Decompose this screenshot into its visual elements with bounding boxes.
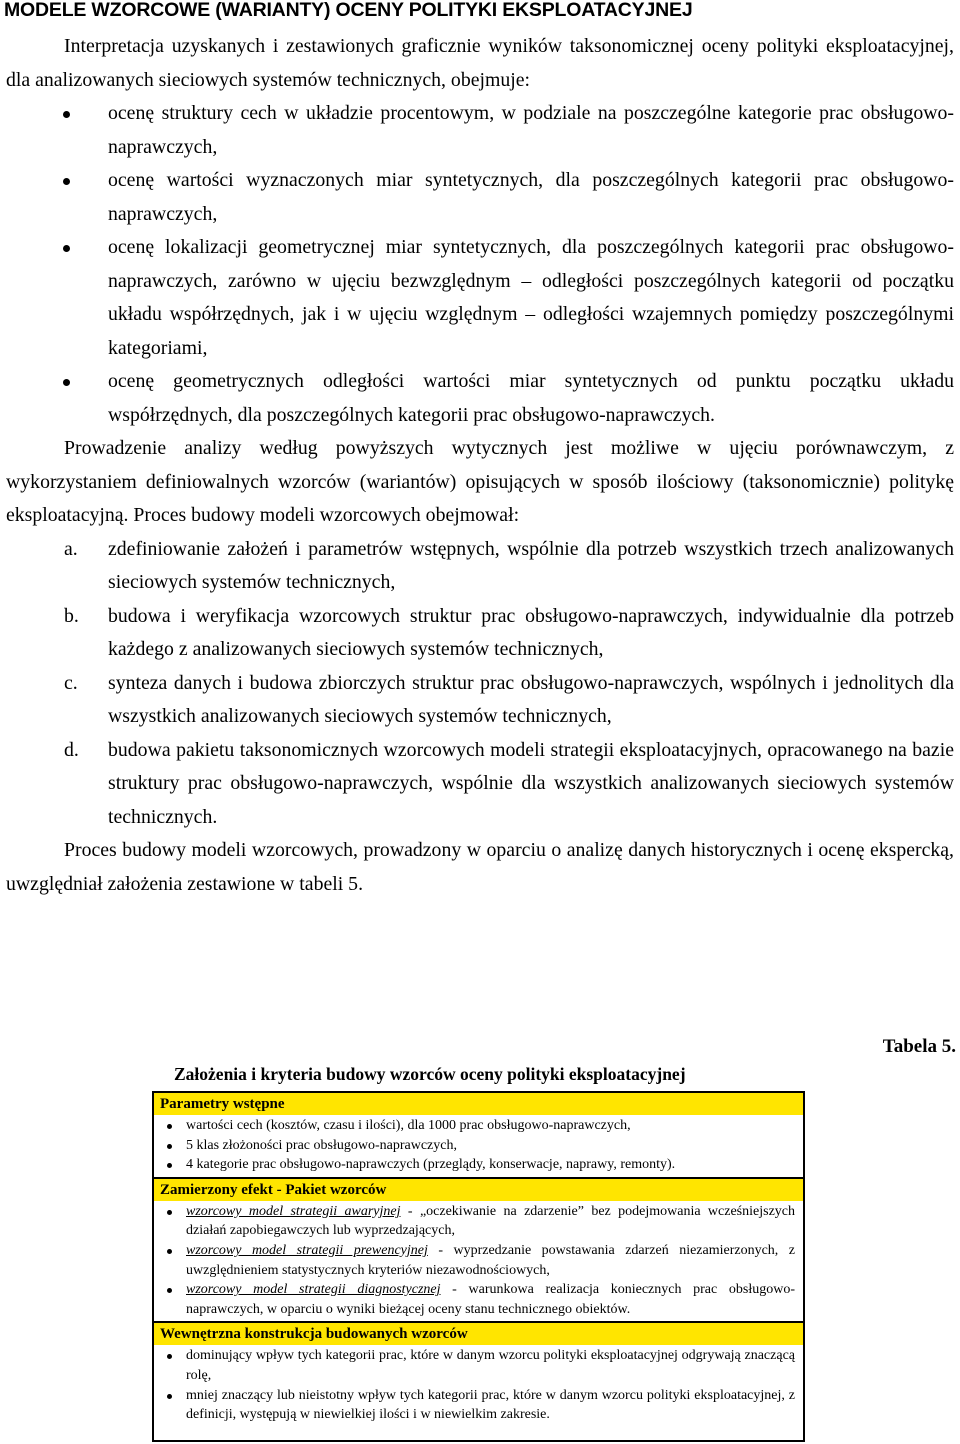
step-item: b. budowa i weryfikacja wzorcowych struktur prac obsługowo-naprawczych, indywidualnie dla potrzeb każdego z analizowanych sieciowych systemów technicznych, bbox=[6, 600, 954, 667]
table-item: 5 klas złożoności prac obsługowo-naprawczych, bbox=[162, 1136, 795, 1156]
step-marker: c. bbox=[64, 671, 78, 694]
step-item: d. budowa pakietu taksonomicznych wzorcowych modeli strategii eksploatacyjnych, opracowanego na bazie struktury prac obsługowo-naprawczych, wspólnie dla wszystkich analizowanych sieciowych systemów technicznych. bbox=[6, 734, 954, 835]
table-item: wzorcowy model strategii diagnostycznej - warunkowa realizacja koniecznych prac obsługowo-naprawczych, w oparciu o wyniki bieżącej oceny stanu technicznego obiektów. bbox=[162, 1280, 795, 1319]
bullet-icon bbox=[63, 111, 70, 118]
intro-paragraph: Interpretacja uzyskanych i zestawionych graficznie wyników taksonomicznej oceny polityki eksploatacyjnej, dla analizowanych sieciowych systemów technicznych, obejmuje: bbox=[6, 35, 954, 91]
section-heading: Parametry wstępne bbox=[154, 1093, 803, 1115]
table-item: 4 kategorie prac obsługowo-naprawczych (przeglądy, konserwacje, naprawy, remonty). bbox=[162, 1155, 795, 1175]
section-heading: Zamierzony efekt - Pakiet wzorców bbox=[154, 1177, 803, 1201]
step-marker: b. bbox=[64, 604, 79, 627]
step-marker: d. bbox=[64, 738, 79, 761]
list-item: ocenę geometrycznych odległości wartości miar syntetycznych od punktu początku układu współrzędnych, dla poszczególnych kategorii prac obsługowo-naprawczych. bbox=[6, 365, 954, 432]
list-item: ocenę struktury cech w układzie procentowym, w podziale na poszczególne kategorie prac obsługowo-naprawczych, bbox=[6, 97, 954, 164]
table-item: wzorcowy model strategii prewencyjnej - wyprzedzanie powstawania zdarzeń niezamierzonych, z uwzględnieniem statystycznych kryteriów niezawodnościowych, bbox=[162, 1241, 795, 1280]
model-name: wzorcowy model strategii diagnostycznej bbox=[186, 1282, 441, 1298]
table-item: wartości cech (kosztów, czasu i ilości), dla 1000 prac obsługowo-naprawczych, bbox=[162, 1116, 795, 1136]
bullet-icon bbox=[167, 1394, 172, 1399]
step-item: c. synteza danych i budowa zbiorczych struktur prac obsługowo-naprawczych, wspólnych i jednolitych dla wszystkich analizowanych sieciowych systemów technicznych, bbox=[6, 667, 954, 734]
table-item: dominujący wpływ tych kategorii prac, które w danym wzorcu polityki eksploatacyjnej odgrywają znaczącą rolę, bbox=[162, 1346, 795, 1385]
section-body bbox=[154, 1345, 803, 1426]
table-label: Tabela 5. bbox=[882, 1036, 956, 1057]
model-name: wzorcowy model strategii awaryjnej bbox=[186, 1203, 401, 1219]
list-item: ocenę wartości wyznaczonych miar syntetycznych, dla poszczególnych kategorii prac obsługowo-naprawczych, bbox=[6, 164, 954, 231]
bullet-icon bbox=[167, 1144, 172, 1149]
bullet-icon bbox=[167, 1288, 172, 1293]
bullet-icon bbox=[167, 1210, 172, 1215]
table-item: wzorcowy model strategii awaryjnej - „oczekiwanie na zdarzenie” bez podejmowania wcześniejszych działań zapobiegawczych lub wyprzedzających, bbox=[162, 1202, 795, 1241]
closing-paragraph: Proces budowy modeli wzorcowych, prowadzony w oparciu o analizę danych historycznych i ocenę ekspercką, uwzględniał założenia zestawione w tabeli 5. bbox=[6, 839, 954, 895]
steps-list bbox=[6, 533, 954, 835]
model-name: wzorcowy model strategii prewencyjnej bbox=[186, 1242, 428, 1258]
bullet-icon bbox=[63, 379, 70, 386]
analysis-paragraph: Prowadzenie analizy według powyższych wytycznych jest możliwe w ujęciu porównawczym, z wykorzystaniem definiowalnych wzorców (wariantów) opisujących w sposób ilościowy (taksonomicznie) politykę eksploatacyjną. Proces budowy modeli wzorcowych obejmował: bbox=[6, 437, 954, 526]
body-text bbox=[6, 30, 954, 901]
criteria-table bbox=[152, 1091, 805, 1442]
bullet-icon bbox=[167, 1249, 172, 1254]
bullet-icon bbox=[167, 1354, 172, 1359]
bullet-icon bbox=[167, 1124, 172, 1129]
section-heading: Wewnętrzna konstrukcja budowanych wzorców bbox=[154, 1321, 803, 1345]
page-title: MODELE WZORCOWE (WARIANTY) OCENY POLITYKI EKSPLOATACYJNEJ bbox=[4, 0, 693, 21]
bullet-icon bbox=[63, 178, 70, 185]
table-item: mniej znaczący lub nieistotny wpływ tych kategorii prac, które w danym wzorcu polityki eksploatacyjnej, z definicji, występują w niewielkiej ilości i w niewielkim zakresie. bbox=[162, 1386, 795, 1425]
bullet-icon bbox=[167, 1163, 172, 1168]
section-body bbox=[154, 1201, 803, 1322]
list-item: ocenę lokalizacji geometrycznej miar syntetycznych, dla poszczególnych kategorii prac obsługowo-naprawczych, zarówno w ujęciu bezwzględnym – odległości poszczególnych kategorii od początku układu współrzędnych, jak i w ujęciu względnym – odległości wzajemnych pomiędzy poszczególnymi kategoriami, bbox=[6, 231, 954, 365]
criteria-list bbox=[6, 97, 954, 432]
step-marker: a. bbox=[64, 537, 78, 560]
section-body bbox=[154, 1115, 803, 1177]
step-item: a. zdefiniowanie założeń i parametrów wstępnych, wspólnie dla potrzeb wszystkich trzech analizowanych sieciowych systemów technicznych, bbox=[6, 533, 954, 600]
bullet-icon bbox=[63, 245, 70, 252]
table-title: Założenia i kryteria budowy wzorców oceny polityki eksploatacyjnej bbox=[174, 1064, 686, 1084]
